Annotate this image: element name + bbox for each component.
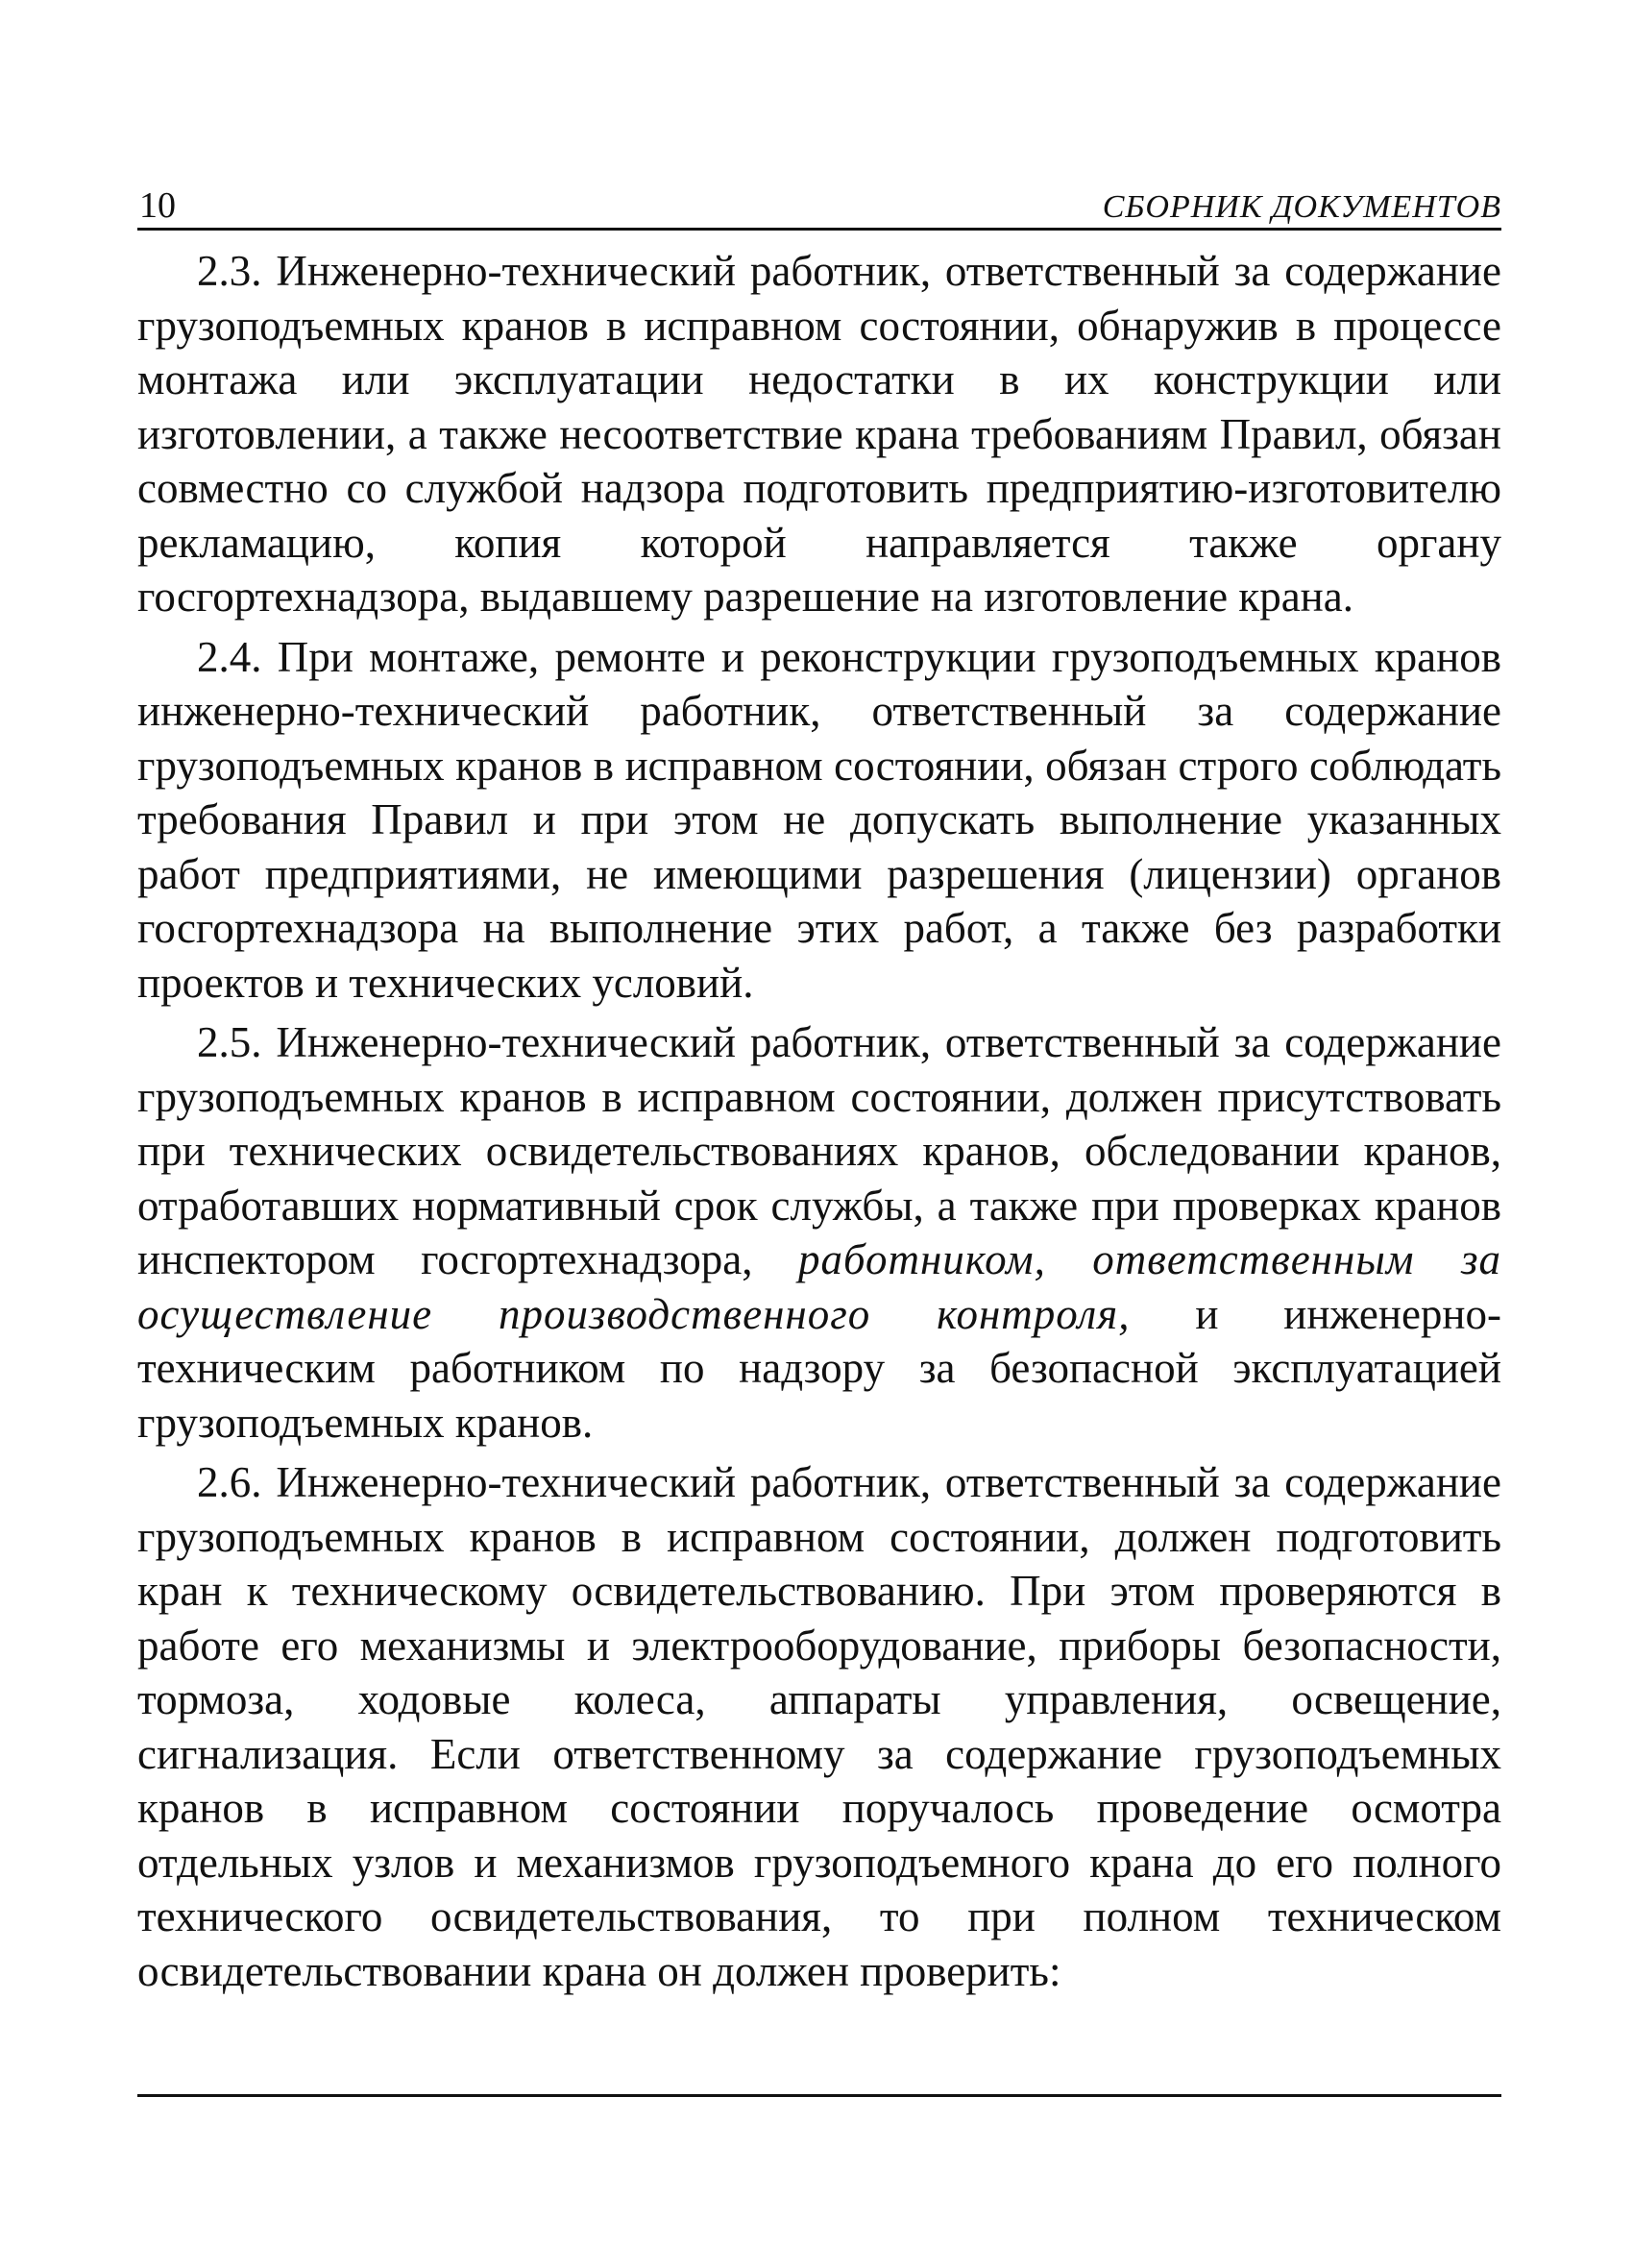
paragraph-2-5 [137, 1015, 1501, 1450]
paragraph-2-3: 2.3. Инженерно-технический работник, ответственный за содержание грузоподъемных кранов в исправном состоянии, обнаружив в процессе монтажа или эксплуатации недостатки в их конструкции или изготовлении, а также несоответствие крана требованиям Правил, обязан совместно со службой надзора подготовить предприятию-изготовителю рекламацию, копия которой направляется также органу госгортехнадзора, выдавшему разрешение на изготовление крана. [137, 247, 1501, 621]
document-page [137, 178, 1501, 1998]
paragraph-2-4: 2.4. При монтаже, ремонте и реконструкции грузоподъемных кранов инженерно-технический работник, ответственный за содержание грузоподъемных кранов в исправном состоянии, обязан строго соблюдать требования Правил и при этом не допускать выполнение указанных работ предприятиями, не имеющими разрешения (лицензии) органов госгортехнадзора на выполнение этих работ, а также без разработки проектов и технических условий. [137, 632, 1501, 1007]
paragraph-2-5-italic-phrase: работником, ответственным за осуществление производственного контроля, [137, 1235, 1501, 1338]
paragraph-2-5-part-2: и инженерно-техническим работником по надзору за безопасной эксплуатацией грузоподъемных кранов. [137, 1289, 1501, 1447]
paragraph-2-5-part-1: 2.5. Инженерно-технический работник, ответственный за содержание грузоподъемных кранов в исправном состоянии, должен присутствовать при технических освидетельствованиях кранов, обследовании кранов, отработавших нормативный срок службы, а также при проверках кранов инспектором госгортехнадзора, [137, 1018, 1501, 1283]
document-body [137, 244, 1501, 1998]
book-title: СБОРНИК ДОКУМЕНТОВ [1102, 189, 1501, 225]
page-number: 10 [139, 185, 176, 226]
running-head [137, 178, 1501, 231]
paragraph-2-6: 2.6. Инженерно-технический работник, ответственный за содержание грузоподъемных кранов в исправном состоянии, должен подготовить кран к техническому освидетельствованию. При этом проверяются в работе его механизмы и электрооборудование, приборы безопасности, тормоза, ходовые колеса, аппараты управления, освещение, сигнализация. Если ответственному за содержание грузоподъемных кранов в исправном состоянии поручалось проведение осмотра отдельных узлов и механизмов грузоподъемного крана до его полного технического освидетельствования, то при полном техническом освидетельствовании крана он должен проверить: [137, 1458, 1501, 1995]
footer-rule [137, 2094, 1501, 2097]
